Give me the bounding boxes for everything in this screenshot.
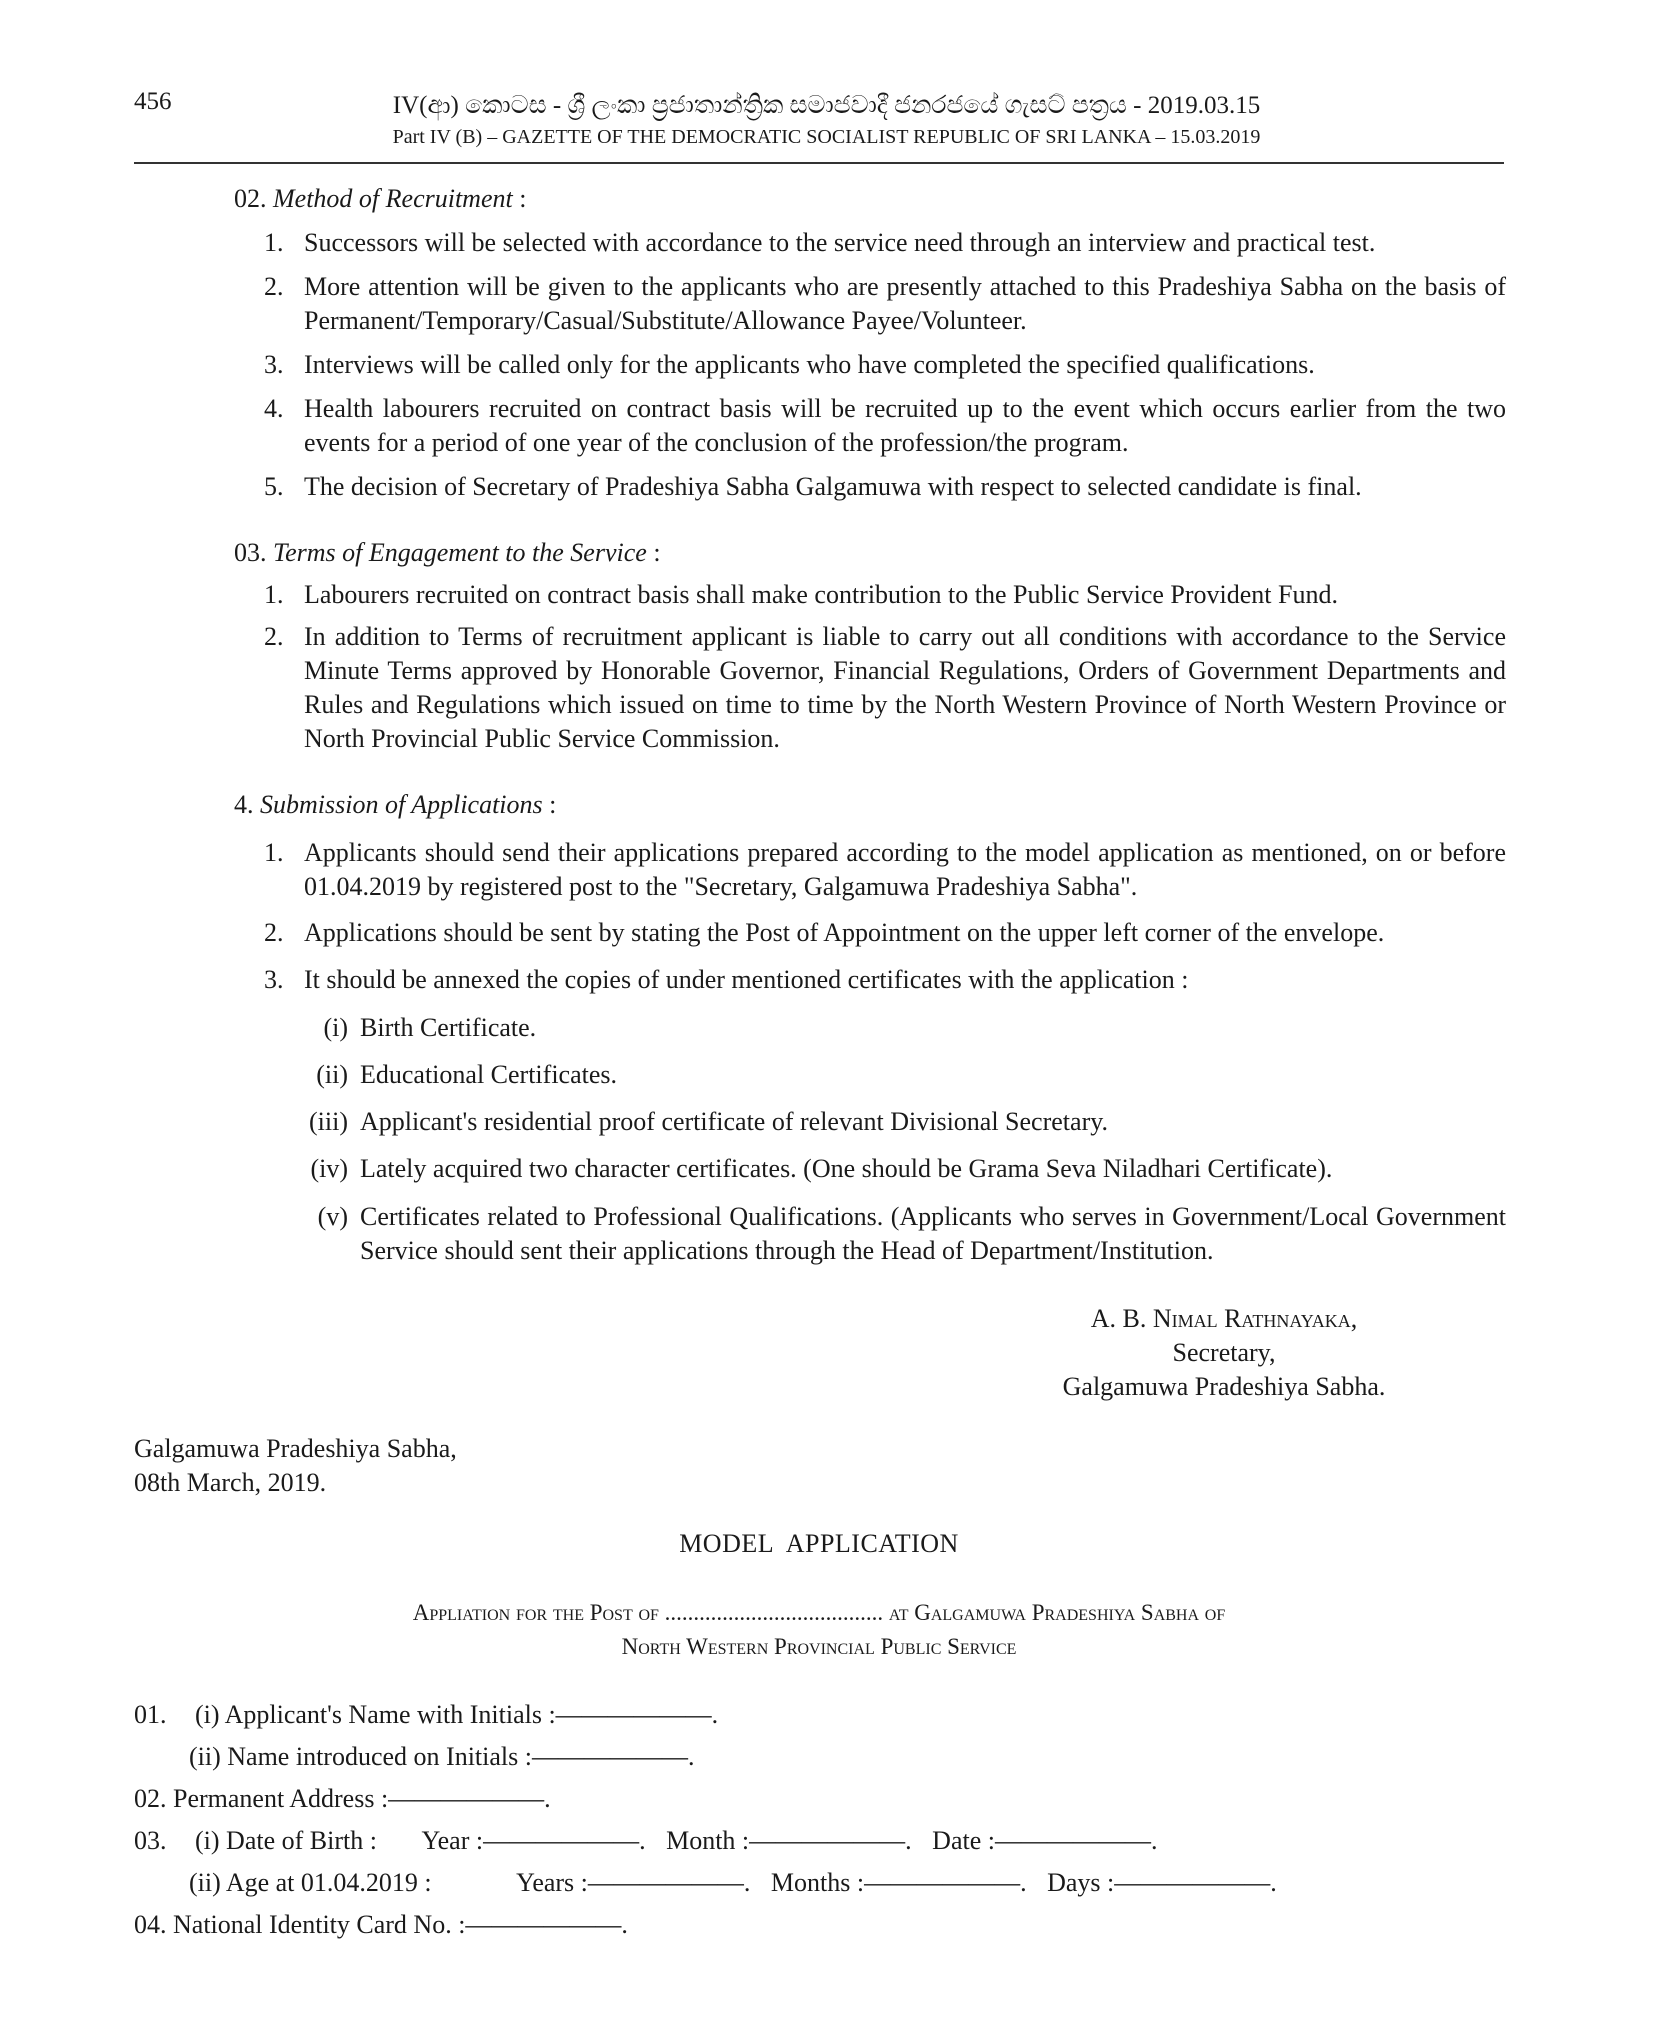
model-application-title: MODEL APPLICATION xyxy=(679,1529,959,1558)
list-item: 1. Successors will be selected with accordance to the service need through an interview and practical test. xyxy=(264,228,1376,257)
certificate-item: (iv) Lately acquired two character certificates. (One should be Grama Seva Niladhari Certificate). xyxy=(310,1154,1333,1183)
form-field-applicant-name: 01. (i) Applicant's Name with Initials :——————. xyxy=(134,1700,719,1729)
signatory-name: A. B. Nimal Rathnayaka, xyxy=(1090,1304,1358,1333)
section-heading-submission: 4. Submission of Applications : xyxy=(234,790,557,819)
certificate-item: (ii) Educational Certificates. xyxy=(316,1060,618,1089)
list-item: 3. Interviews will be called only for the applicants who have completed the specified qualifications. xyxy=(264,350,1315,379)
form-field-date-of-birth: 03. (i) Date of Birth : Year :——————. Month :——————. Date :——————. xyxy=(134,1826,1158,1855)
list-item: 4. Health labourers recruited on contract basis will be recruited up to the event which occurs earlier from the two events for a period of one year of the conclusion of the profession/the program. xyxy=(264,394,1506,457)
signature-block xyxy=(1000,1302,1448,1404)
form-field-age: (ii) Age at 01.04.2019 : Years :——————. Months :——————. Days :——————. xyxy=(189,1868,1277,1897)
list-item: 3. It should be annexed the copies of under mentioned certificates with the application : xyxy=(264,965,1189,994)
form-field-nic: 04. National Identity Card No. :——————. xyxy=(134,1910,628,1939)
header-divider xyxy=(134,162,1504,164)
section-heading-terms: 03. Terms of Engagement to the Service : xyxy=(234,538,661,567)
list-item: 1. Applicants should send their applications prepared according to the model application as mentioned, on or before 01.04.2019 by registered post to the "Secretary, Galgamuwa Pradeshiya Sabha". xyxy=(264,838,1506,901)
date: 08th March, 2019. xyxy=(134,1468,327,1497)
list-item: 5. The decision of Secretary of Pradeshiya Sabha Galgamuwa with respect to selected candidate is final. xyxy=(264,472,1362,501)
certificate-item: (iii) Applicant's residential proof certificate of relevant Divisional Secretary. xyxy=(309,1107,1109,1136)
list-item: 2. More attention will be given to the applicants who are presently attached to this Pradeshiya Sabha on the basis of Permanent/Temporary/Casual/Substitute/Allowance Payee/Volunteer. xyxy=(264,272,1506,335)
place: Galgamuwa Pradeshiya Sabha, xyxy=(134,1434,457,1463)
place-date xyxy=(134,1432,457,1500)
form-field-name-initials: (ii) Name introduced on Initials :——————. xyxy=(189,1742,695,1771)
list-item: 2. Applications should be sent by stating the Post of Appointment on the upper left corner of the envelope. xyxy=(264,918,1385,947)
page-number: 456 xyxy=(134,88,172,115)
gazette-title-sinhala: IV(ආ) කොටස - ශ්‍රී ලංකා ප්‍රජාතාන්ත්‍රික සමාජවාදී ජනරජයේ ගැසට් පත්‍රය - 2019.03.15 xyxy=(392,92,1261,119)
section-heading-method: 02. Method of Recruitment : xyxy=(234,184,527,213)
form-field-permanent-address: 02. Permanent Address :——————. xyxy=(134,1784,551,1813)
list-item: 2. In addition to Terms of recruitment applicant is liable to carry out all conditions with accordance to the Service Minute Terms approved by Honorable Governor, Financial Regulations, Orders of Government Departments and Rules and Regulations which issued on time to time by the North Western Province of North Western Province or North Provincial Public Service Commission. xyxy=(264,622,1506,753)
application-heading xyxy=(134,1596,1504,1664)
certificate-item: (v) Certificates related to Professional Qualifications. (Applicants who serves in Government/Local Government Service should sent their applications through the Head of Department/Institution. xyxy=(317,1202,1506,1265)
application-heading-line2: North Western Provincial Public Service xyxy=(621,1634,1017,1659)
gazette-title-english: Part IV (B) – GAZETTE OF THE DEMOCRATIC SOCIALIST REPUBLIC OF SRI LANKA – 15.03.2019 xyxy=(392,126,1261,148)
application-heading-line1: Appliation for the Post of ...................................... at Galgamuwa Pradeshiya Sabha of xyxy=(412,1600,1226,1625)
signatory-office: Galgamuwa Pradeshiya Sabha. xyxy=(1062,1372,1386,1401)
certificate-item: (i) Birth Certificate. xyxy=(323,1013,537,1042)
signatory-designation: Secretary, xyxy=(1172,1338,1276,1367)
list-item: 1. Labourers recruited on contract basis shall make contribution to the Public Service Provident Fund. xyxy=(264,580,1338,609)
